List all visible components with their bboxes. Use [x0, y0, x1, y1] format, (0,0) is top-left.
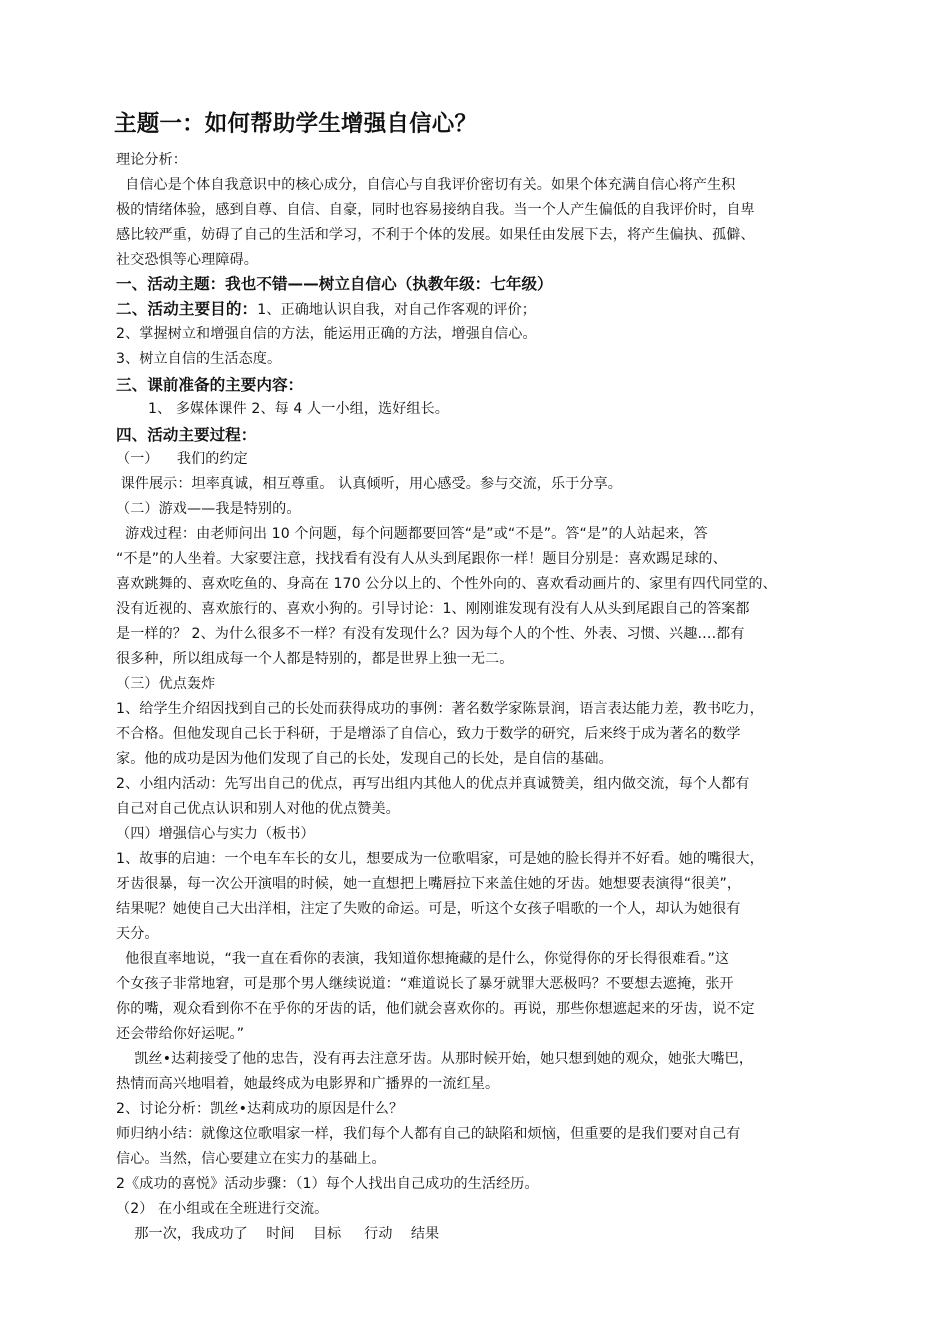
part1-line: 课件展示：坦率真诚，相互尊重。 认真倾听，用心感受。参与交流，乐于分享。: [116, 476, 622, 492]
part2-line: 很多种，所以组成每一个人都是特别的，都是世界上独一无二。: [116, 651, 514, 667]
theory-line: 自信心是个体自我意识中的核心成分，自信心与自我评价密切有关。如果个体充满自信心将产生积: [116, 177, 736, 193]
theory-line: 极的情绪体验，感到自尊、自信、自豪，同时也容易接纳自我。当一个人产生偏低的自我评价时，自卑: [116, 202, 755, 218]
section2-heading: 二、活动主要目的：: [116, 300, 258, 318]
section3-line: 1、 多媒体课件 2、每 4 人一小组，选好组长。: [148, 401, 450, 417]
part4-line: 还会带给你好运呢。”: [116, 1026, 245, 1042]
part3-line: 自己对自己优点认识和别人对他的优点赞美。: [116, 801, 400, 817]
part2-line: “不是”的人坐着。大家要注意，找找看有没有人从头到尾跟你一样！题目分别是：喜欢踢足球的、: [116, 551, 727, 567]
section2-line: 3、树立自信的生活态度。: [116, 351, 282, 367]
theory-line: 社交恐惧等心理障碍。: [116, 252, 258, 268]
part2-line: 没有近视的、喜欢旅行的、喜欢小狗的。引导讨论：1、刚刚谁发现有没有人从头到尾跟自己的答案都: [116, 601, 750, 617]
section2-first-goal: 1、正确地认识自我，对自己作客观的评价；: [257, 302, 536, 318]
section2-heading-line: [116, 299, 536, 320]
part4-line: 那一次，我成功了 时间 目标 行动 结果: [116, 1226, 440, 1242]
part1-label: （一） 我们的约定: [116, 451, 248, 467]
part3-label: （三）优点轰炸: [116, 676, 216, 692]
part4-line: 牙齿很暴，每一次公开演唱的时候，她一直想把上嘴唇拉下来盖住她的牙齿。她想要表演得“很美”，: [116, 876, 742, 892]
part3-line: 2、小组内活动：先写出自己的优点，再写出组内其他人的优点并真诚赞美，组内做交流，每个人都有: [116, 776, 750, 792]
part4-line: 天分。: [116, 926, 159, 942]
part4-line: 他很直率地说，“我一直在看你的表演，我知道你想掩藏的是什么，你觉得你的牙长得很难看。”这: [116, 951, 730, 967]
section4-heading: 四、活动主要过程：: [116, 426, 257, 444]
part2-line: 喜欢跳舞的、喜欢吃鱼的、身高在 170 公分以上的、个性外向的、喜欢看动画片的、家里有四代同堂的、: [116, 576, 777, 592]
part4-line: 2、讨论分析：凯丝•达莉成功的原因是什么？: [116, 1101, 404, 1117]
part4-line: 结果呢？她使自己大出洋相，注定了失败的命运。可是，听这个女孩子唱歌的一个人，却认为她很有: [116, 901, 741, 917]
part3-line: 不合格。但他发现自己长于科研，于是增添了自信心，致力于数学的研究，后来终于成为著名的数学: [116, 726, 741, 742]
theory-line: 感比较严重，妨碍了自己的生活和学习，不利于个体的发展。如果任由发展下去，将产生偏执、孤僻、: [116, 227, 755, 243]
part4-line: 2《成功的喜悦》活动步骤：（1）每个人找出自己成功的生活经历。: [116, 1176, 539, 1192]
part4-line: 凯丝•达莉接受了他的忠告，没有再去注意牙齿。从那时候开始，她只想到她的观众，她张大嘴巴，: [116, 1051, 754, 1067]
part3-line: 家。他的成功是因为他们发现了自己的长处，发现自己的长处，是自信的基础。: [116, 751, 613, 767]
theory-label: 理论分析：: [116, 152, 187, 168]
part4-line: 师归纳小结：就像这位歌唱家一样，我们每个人都有自己的缺陷和烦恼，但重要的是我们要对自己有: [116, 1126, 741, 1142]
part2-line: 游戏过程：由老师问出 10 个问题，每个问题都要回答“是”或“不是”。答“是”的人站起来，答: [116, 526, 708, 542]
part4-line: （2） 在小组或在全班进行交流。: [116, 1201, 329, 1217]
part2-line: 是一样的？ 2、为什么很多不一样？有没有发现什么？因为每个人的个性、外表、习惯、兴趣….都有: [116, 626, 745, 642]
part4-label: （四）增强信心与实力（板书）: [116, 826, 315, 842]
part4-line: 你的嘴，观众看到你不在乎你的牙齿的话，他们就会喜欢你的。再说，那些你想遮起来的牙齿，说不定: [116, 1001, 755, 1017]
section3-heading: 三、课前准备的主要内容：: [116, 376, 304, 394]
part4-line: 信心。当然，信心要建立在实力的基础上。: [116, 1151, 386, 1167]
part4-line: 热情而高兴地唱着，她最终成为电影界和广播界的一流红星。: [116, 1076, 500, 1092]
part4-line: 个女孩子非常地窘，可是那个男人继续说道：“难道说长了暴牙就罪大恶极吗？不要想去遮掩，张开: [116, 976, 734, 992]
part4-line: 1、故事的启迪：一个电车车长的女儿，想要成为一位歌唱家，可是她的脸长得并不好看。她的嘴很大，: [116, 851, 764, 867]
section1-heading: 一、活动主题：我也不错——树立自信心（执教年级：七年级）: [116, 275, 553, 293]
page-title: 主题一：如何帮助学生增强自信心？: [114, 111, 478, 137]
section2-line: 2、掌握树立和增强自信的方法，能运用正确的方法，增强自信心。: [116, 326, 537, 342]
part2-label: （二）游戏——我是特别的。: [116, 501, 301, 517]
part3-line: 1、给学生介绍因找到自己的长处而获得成功的事例：著名数学家陈景润，语言表达能力差，教书吃力，: [116, 701, 764, 717]
